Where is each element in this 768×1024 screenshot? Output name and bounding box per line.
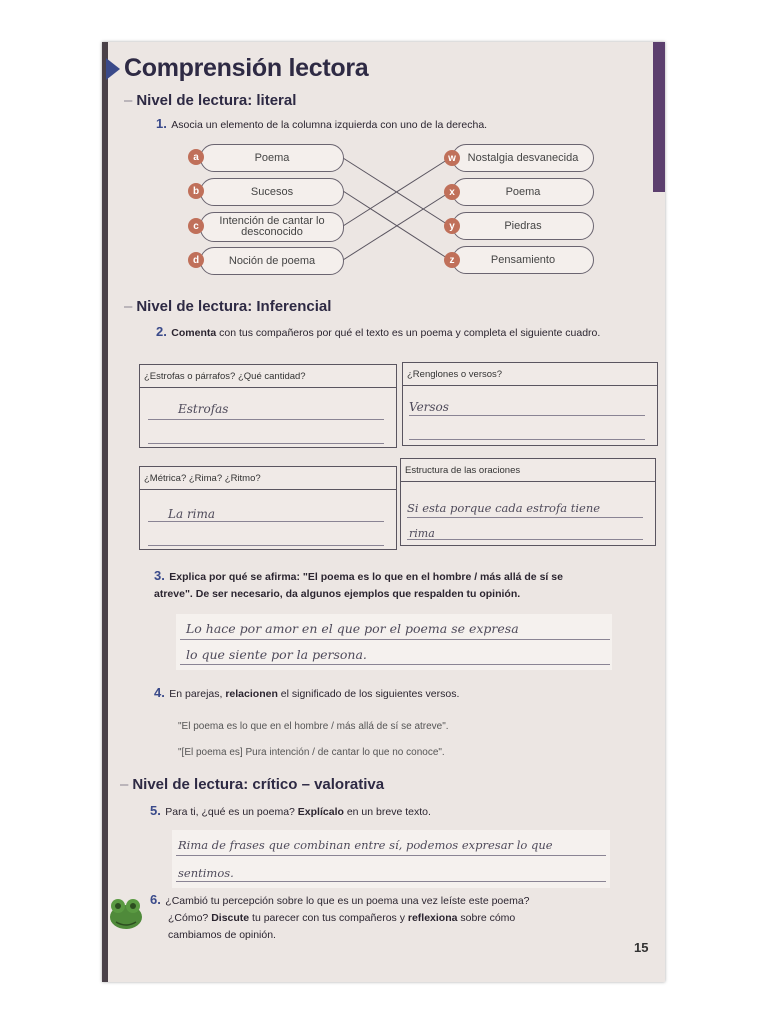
answer-5-line-2: sentimos. (178, 866, 234, 880)
letter-badge-y: y (444, 218, 460, 234)
right-item-x: Poema (452, 178, 594, 206)
answer-estructura-2[interactable]: rima (409, 527, 435, 540)
letter-badge-d: d (188, 252, 204, 268)
answer-3-line-1: Lo hace por amor en el que por el poema se expresa (186, 621, 519, 636)
answer-estrofas[interactable]: Estrofas (178, 402, 229, 416)
table-cell-estrofas: ¿Estrofas o párrafos? ¿Qué cantidad? Estrofas (139, 364, 397, 448)
letter-badge-w: w (444, 150, 460, 166)
letter-badge-c: c (188, 218, 204, 234)
table-cell-estructura: Estructura de las oraciones Si esta porque cada estrofa tiene rima (400, 458, 656, 546)
level-critico: – Nivel de lectura: crítico – valorativa (120, 776, 385, 793)
left-item-a: Poema (200, 144, 344, 172)
answer-3-line-2: lo que siente por la persona. (186, 647, 367, 662)
question-5: 5. Para ti, ¿qué es un poema? Explícalo en un breve texto. (150, 803, 431, 818)
left-item-c: Intención de cantar lo desconocido (200, 212, 344, 242)
answer-metrica[interactable]: La rima (168, 507, 216, 521)
letter-badge-z: z (444, 252, 460, 268)
quote-2: "[El poema es] Pura intención / de cantar lo que no conoce". (178, 747, 445, 758)
answer-5-line-1: Rima de frases que combinan entre sí, podemos expresar lo que (178, 838, 553, 852)
answer-versos[interactable]: Versos (409, 400, 449, 414)
frog-icon (106, 894, 146, 932)
question-3: 3. Explica por qué se afirma: "El poema es lo que en el hombre / más allá de sí se atreve". De ser necesario, da algunos ejemplos que respalden tu opinión. (154, 568, 563, 600)
answer-estructura-1[interactable]: Si esta porque cada estrofa tiene (407, 501, 601, 515)
right-item-z: Pensamiento (452, 246, 594, 274)
answer-box-3[interactable] (176, 614, 612, 670)
level-literal: – Nivel de lectura: literal (124, 92, 297, 109)
question-2: 2. Comenta con tus compañeros por qué el texto es un poema y completa el siguiente cuadro. (156, 324, 601, 339)
page-title: Comprensión lectora (124, 54, 369, 82)
question-6: 6. ¿Cambió tu percepción sobre lo que es un poema una vez leíste este poema? ¿Cómo? Discute tu parecer con tus compañeros y reflexiona sobre cómo cambiamos de opinión. (150, 892, 530, 941)
quote-1: "El poema es lo que en el hombre / más allá de sí se atreve". (178, 721, 449, 732)
right-item-w: Nostalgia desvanecida (452, 144, 594, 172)
left-item-b: Sucesos (200, 178, 344, 206)
table-cell-metrica: ¿Métrica? ¿Rima? ¿Ritmo? La rima (139, 466, 397, 550)
letter-badge-x: x (444, 184, 460, 200)
level-inferencial: – Nivel de lectura: Inferencial (124, 298, 332, 315)
question-1: 1. Asocia un elemento de la columna izquierda con uno de la derecha. (156, 116, 488, 131)
letter-badge-a: a (188, 149, 204, 165)
letter-badge-b: b (188, 183, 204, 199)
page-number: 15 (634, 940, 649, 955)
book-page (102, 42, 665, 982)
question-4: 4. En parejas, relacionen el significado de los siguientes versos. (154, 685, 460, 700)
table-cell-versos: ¿Renglones o versos? Versos (402, 362, 658, 446)
answer-box-5[interactable] (172, 830, 610, 888)
left-item-d: Noción de poema (200, 247, 344, 275)
right-item-y: Piedras (452, 212, 594, 240)
